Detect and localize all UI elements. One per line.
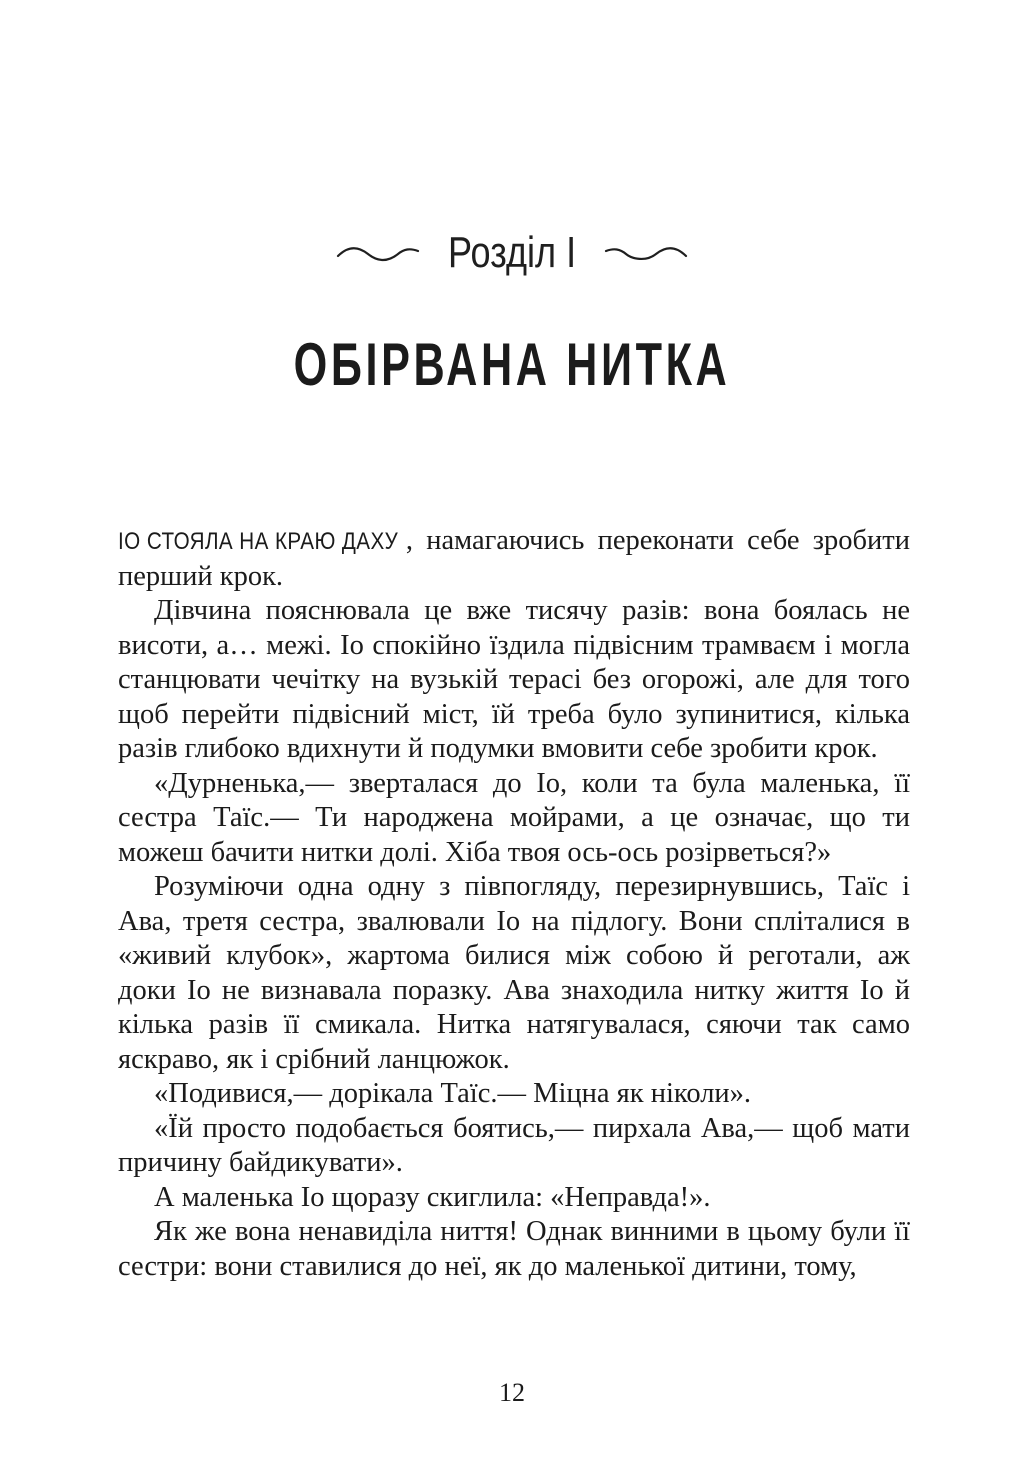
paragraph-text: , намагаючись переконати себе зробити перший крок. bbox=[118, 525, 910, 592]
paragraph: Як же вона ненавиділа ниття! Однак винними в цьому були її сестри: вони ставилися до неї, як до маленької дитини, тому, bbox=[118, 1216, 910, 1282]
paragraph: Розуміючи одна одну з півпогляду, перезирнувшись, Таїс і Ава, третя сестра, звалювали Іо на підлогу. Вони спліталися в «живий клубок», жартома билися між собою й реготали, аж доки Іо не визнавала поразку. Ава знаходила нитку життя Іо й кілька разів її смикала. Нитка натягувалася, сяючи так само яскраво, як і срібний ланцюжок. bbox=[118, 871, 910, 1075]
paragraph: А маленька Іо щоразу скиглила: «Неправда!». bbox=[154, 1181, 711, 1213]
chapter-heading bbox=[0, 228, 1024, 278]
lead-in-caps: ІО СТОЯЛА НА КРАЮ ДАХУ bbox=[118, 528, 399, 555]
body-text bbox=[118, 524, 910, 1284]
right-swash-ornament bbox=[604, 242, 688, 264]
paragraph: «Дурненька,— зверталася до Іо, коли та була маленька, її сестра Таїс.— Ти народжена мойрами, а це означає, що ти можеш бачити нитки долі. Хіба твоя ось-ось розірветься?» bbox=[118, 767, 910, 868]
chapter-title: ОБІРВАНА НИТКА bbox=[293, 331, 731, 398]
left-swash-ornament bbox=[336, 242, 420, 264]
paragraph: Дівчина пояснювала це вже тисячу разів: вона боялась не висоти, а… межі. Іо спокійно їздила підвісним трамваєм і могла станцювати чечітку на вузькій терасі без огорожі, але для того щоб перейти підвісний міст, їй треба було зупинитися, кілька разів глибоко вдихнути й подумки вмовити себе зробити крок. bbox=[118, 595, 910, 764]
page-number: 12 bbox=[499, 1378, 525, 1407]
paragraph: «Подивися,— дорікала Таїс.— Міцна як ніколи». bbox=[154, 1078, 752, 1109]
chapter-label: Розділ I bbox=[447, 228, 577, 277]
paragraph: «Їй просто подобається боятись,— пирхала Ава,— щоб мати причину байдикувати». bbox=[118, 1112, 910, 1178]
paragraph bbox=[118, 524, 910, 594]
